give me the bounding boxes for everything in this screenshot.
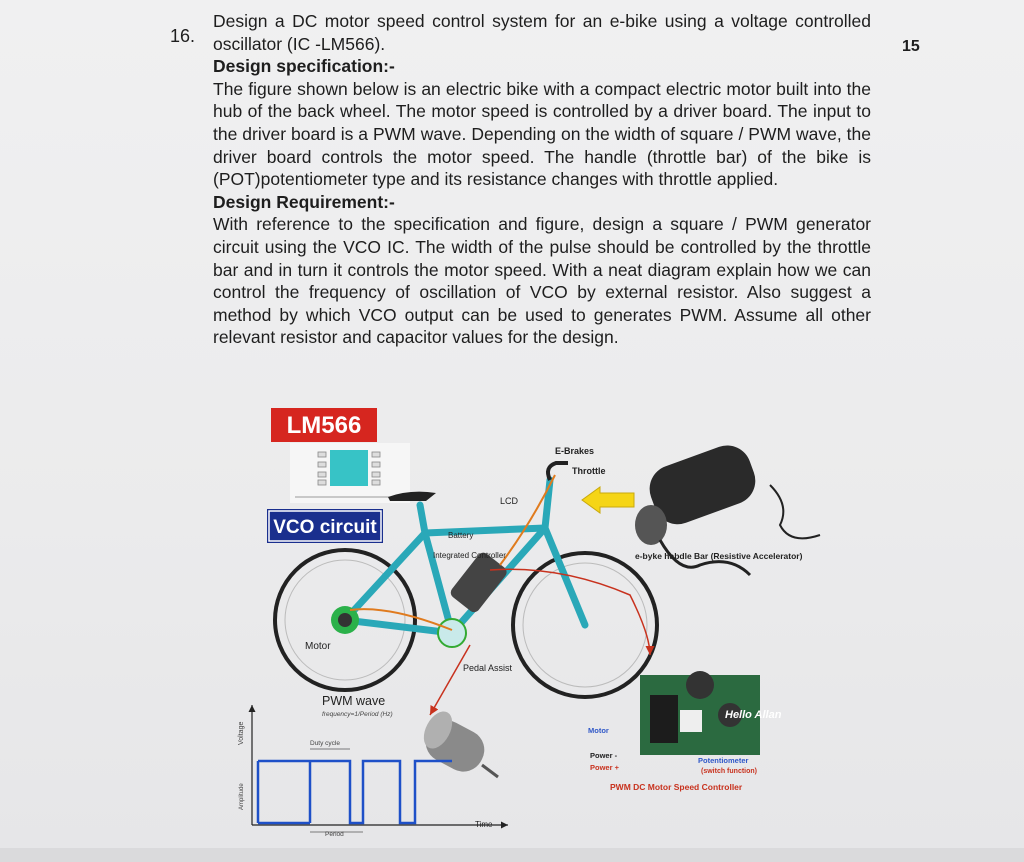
dc-motor-photo: [418, 707, 498, 779]
lm566-label-text: LM566: [286, 412, 362, 439]
potentiometer-label: Potentiometer: [698, 756, 749, 765]
pedal-assist-label: Pedal Assist: [463, 663, 513, 673]
question-number: 16.: [170, 26, 196, 46]
pwm-wave-title: PWM wave: [322, 694, 386, 708]
board-power-plus-label: Power +: [590, 763, 619, 772]
battery-label: Battery: [448, 531, 474, 540]
arrow-icon: [582, 487, 634, 513]
lm566-label: [271, 408, 377, 442]
switch-function-label: (switch function): [701, 768, 757, 775]
chip-pinout-icon: [290, 443, 410, 503]
spec-heading: Design specification:-: [213, 56, 395, 77]
vco-circuit-label-text: VCO circuit: [273, 517, 377, 538]
controller-label: Integrated Controller: [433, 551, 506, 560]
watermark: Hello Allan: [725, 709, 782, 721]
throttle-label: Throttle: [572, 466, 606, 476]
handlebar-label: e-byke habdle Bar (Resistive Accelerator): [635, 551, 803, 561]
period-label: Period: [325, 831, 344, 838]
pwm-controller-photo: [640, 671, 782, 755]
motor-label: Motor: [305, 641, 331, 652]
pwm-wave-subtitle: frequency=1/Period (Hz): [322, 711, 393, 718]
pedal-crank: [438, 619, 466, 647]
time-label: Time: [475, 820, 493, 829]
voltage-label: Voltage: [238, 721, 245, 745]
question-title: Design a DC motor speed control system for an e-bike using a voltage controlled oscillator (IC -LM566).: [213, 11, 871, 54]
board-motor-label: Motor: [588, 726, 609, 735]
question-marks: 15: [902, 38, 920, 55]
vco-circuit-label: [267, 509, 383, 543]
req-paragraph: With reference to the specification and figure, design a square / PWM generator circuit using the VCO IC. The width of the pulse should be controlled by the throttle bar and in turn it controls the motor speed. With a neat diagram explain how we can control the frequency of oscillation of VCO by external resistor. Also suggest a method by which VCO output can be used to generates PWM. Assume all other relevant resistor and capacitor values for the design.: [213, 214, 871, 348]
req-heading: Design Requirement:-: [213, 191, 395, 212]
duty-cycle-label: Duty cycle: [310, 740, 340, 747]
spec-paragraph: The figure shown below is an electric bike with a compact electric motor built into the hub of the back wheel. The motor speed is controlled by a driver board. The input to the driver board is a PWM wave. Depending on the width of square / PWM wave, the driver board controls the motor speed. The handle (throttle bar) of the bike is (POT)potentiometer type and its resistance changes with throttle applied.: [213, 78, 871, 190]
ebrakes-label: E-Brakes: [555, 446, 595, 456]
amplitude-label: Amplitude: [239, 783, 245, 810]
pwm-controller-label: PWM DC Motor Speed Controller: [610, 782, 743, 792]
lcd-label: LCD: [500, 496, 519, 506]
question-text: [213, 10, 871, 349]
handlebar: [548, 463, 568, 480]
ebike-figure: [230, 405, 850, 845]
board-power-minus-label: Power -: [590, 751, 618, 760]
page-bottom-edge: [0, 848, 1024, 862]
